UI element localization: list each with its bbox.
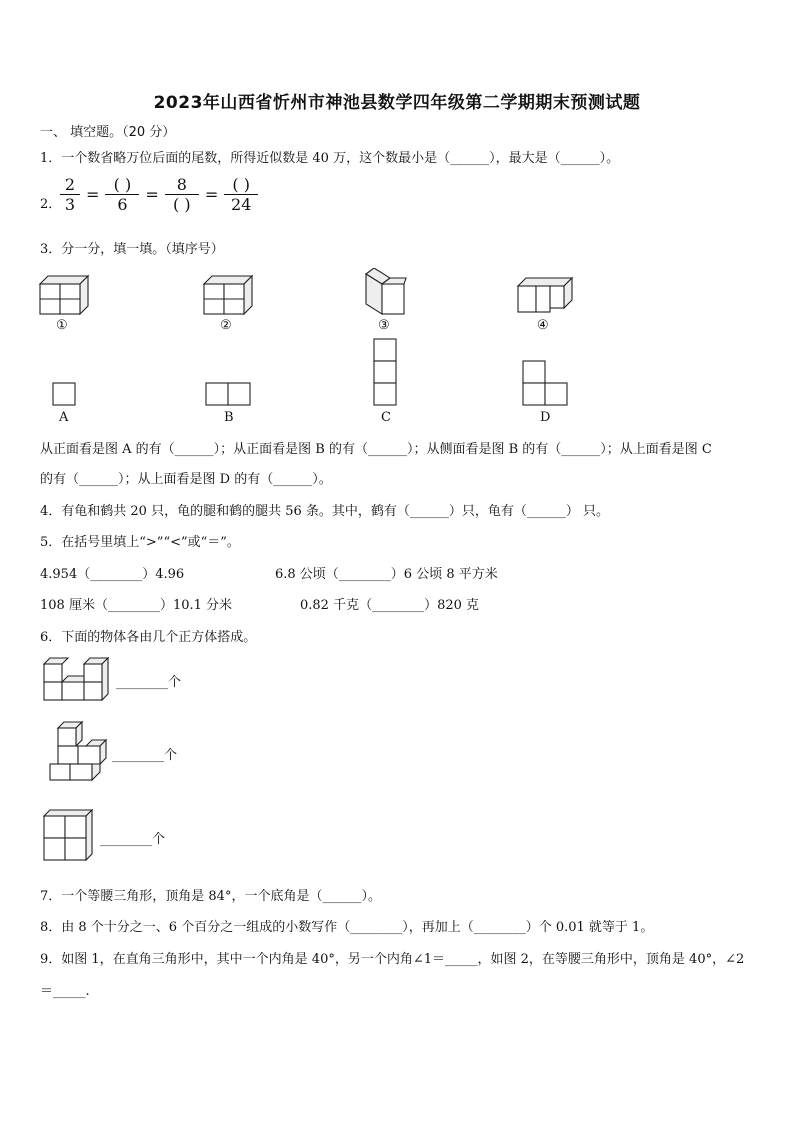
view-figure-b: [205, 382, 253, 408]
equals-sign: =: [86, 185, 100, 204]
page-title: 2023年山西省忻州市神池县数学四年级第二学期期末预测试题: [153, 93, 641, 113]
section-heading: 一、 填空题。（20 分）: [40, 125, 176, 140]
question-3-line-1: 从正面看是图 A 的有（______）；从正面看是图 B 的有（______）；从侧面看是图 B 的有（______）；从上面看是图 C: [40, 442, 712, 457]
fraction-numerator: ( ): [113, 175, 132, 194]
view-label-d: D: [540, 410, 551, 425]
view-figure-d: [522, 360, 570, 410]
question-5-item-2: 6.8 公顷（________）6 公顷 8 平方米: [275, 567, 498, 582]
cube-stack-figure-2: [44, 718, 110, 782]
cube-stack-figure-1: [40, 652, 114, 704]
solid-label-2: ②: [220, 318, 232, 333]
question-1: 1．一个数省略万位后面的尾数，所得近似数是 40 万，这个数最小是（______），最大是（______）。: [40, 151, 620, 166]
solid-label-1: ①: [56, 318, 68, 333]
fraction-numerator: ( ): [232, 175, 250, 194]
solid-figure-1: [36, 270, 96, 315]
question-2-equation: [60, 175, 258, 214]
view-label-b: B: [224, 410, 234, 425]
solid-figure-3: [360, 268, 412, 318]
fraction-denominator: 3: [60, 194, 80, 214]
question-6-blank-1[interactable]: ________个: [116, 675, 182, 690]
question-5: 5．在括号里填上“>”“<”或“＝”。: [40, 535, 240, 550]
question-5-item-1: 4.954（________）4.96: [40, 567, 185, 582]
question-9-line-2: ＝_____.: [40, 984, 90, 999]
fraction-denominator: 6: [105, 194, 139, 214]
solid-figure-2: [200, 270, 260, 315]
question-2-number: 2．: [40, 197, 62, 212]
question-3-line-2: 的有（______）；从上面看是图 D 的有（______）。: [40, 472, 332, 487]
question-4: 4．有龟和鹤共 20 只，龟的腿和鹤的腿共 56 条。其中，鹤有（______）只，龟有（______） 只。: [40, 504, 610, 519]
question-6-blank-3[interactable]: ________个: [100, 832, 166, 847]
question-9-line-1: 9．如图 1，在直角三角形中，其中一个内角是 40°，另一个内角∠1＝_____，如图 2，在等腰三角形中，顶角是 40°，∠2: [40, 952, 745, 967]
fraction-denominator: ( ): [165, 194, 199, 214]
fraction-denominator: 24: [224, 194, 258, 214]
question-6-blank-2[interactable]: ________个: [112, 748, 178, 763]
solid-label-4: ④: [537, 318, 549, 333]
fraction-numerator: 8: [176, 175, 187, 194]
equals-sign: =: [204, 185, 219, 204]
view-label-c: C: [381, 410, 391, 425]
question-5-item-4: 0.82 千克（________）820 克: [300, 598, 480, 613]
solid-label-3: ③: [378, 318, 390, 333]
question-3: 3．分一分，填一填。（填序号）: [40, 242, 224, 257]
view-figure-c: [373, 338, 399, 410]
question-7: 7．一个等腰三角形，顶角是 84°，一个底角是（______）。: [40, 889, 381, 904]
question-5-item-3: 108 厘米（________）10.1 分米: [40, 598, 233, 613]
solid-figure-4: [514, 272, 578, 316]
fraction-numerator: 2: [64, 175, 76, 194]
question-8: 8．由 8 个十分之一、6 个百分之一组成的小数写作（________），再加上（________）个 0.01 就等于 1。: [40, 920, 654, 935]
view-label-a: A: [59, 410, 69, 425]
cube-stack-figure-3: [40, 806, 100, 864]
equals-sign: =: [145, 185, 159, 204]
view-figure-a: [52, 382, 78, 408]
question-6: 6．下面的物体各由几个正方体搭成。: [40, 630, 257, 645]
